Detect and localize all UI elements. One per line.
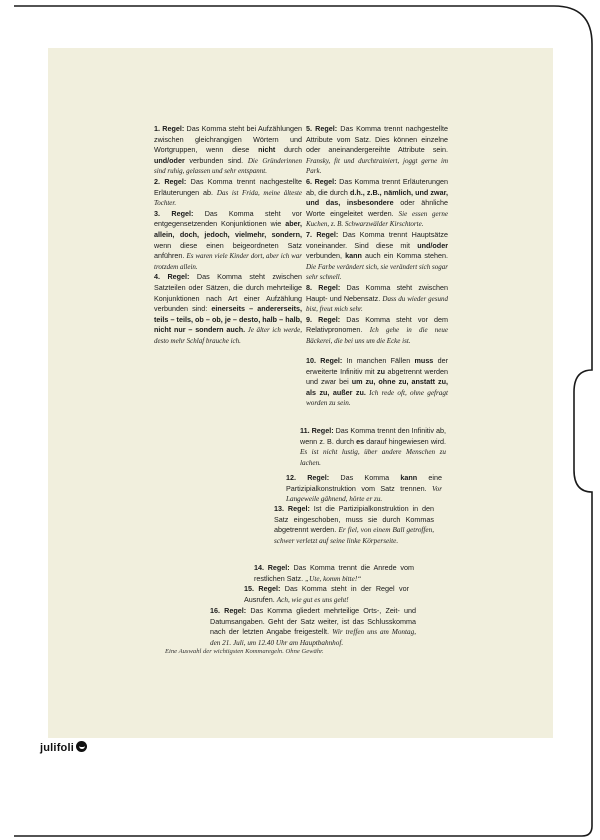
rule-1: 1. Regel: Das Komma steht bei Aufzählungen zwischen gleichrangigen Wörtern und Wortgruppen, wenn diese nicht durch und/oder verbunden sind. Die Gründerinnen sind ruhig, gelassen und sehr entspannt.: [154, 124, 302, 176]
footnote: Eine Auswahl der wichtigsten Kommaregeln. Ohne Gewähr.: [165, 648, 324, 655]
rule-9: 9. Regel: Das Komma steht vor dem Relativpronomen. Ich gehe in die neue Bäckerei, die bei uns um die Ecke ist.: [306, 314, 448, 345]
rule-16: 16. Regel: Das Komma gliedert mehrteilige Orts-, Zeit- und Datumsangaben. Geht der Satz weiter, ist das Schlusskomma nach der letzten Angabe freigestellt. Wir treffen uns am Montag, den 21. Juli, um 12.40 Uhr am Hauptbahnhof.: [210, 606, 416, 647]
brand-mark-icon: [76, 741, 87, 752]
rule-3: 3. Regel: Das Komma steht vor entgegensetzenden Konjunktionen wie aber, allein, doch, jedoch, vielmehr, sondern, wenn diese einen beigeordneten Satz anführen. Es waren viele Kinder dort, aber ich war trotzdem allein.: [154, 208, 302, 271]
left-column: [154, 124, 302, 346]
right-column: [306, 124, 448, 346]
rule-7: 7. Regel: Das Komma trennt Hauptsätze voneinander. Sind diese mit und/oder verbunden, kann auch ein Komma stehen. Die Farbe verändert sich, sie verändert sich sogar sehr schnell.: [306, 229, 448, 282]
rule-14: 14. Regel: Das Komma trennt die Anrede vom restlichen Satz. „Ute, komm bitte!“: [254, 563, 414, 583]
rule-8: 8. Regel: Das Komma steht zwischen Haupt- und Nebensatz. Dass du wieder gesund bist, freut mich sehr.: [306, 282, 448, 314]
rule-10: 10. Regel: In manchen Fällen muss der erweiterte Infinitiv mit zu abgetrennt werden und zwar bei um zu, ohne zu, anstatt zu, als zu, außer zu. Ich rede oft, ohne gefragt worden zu sein.: [306, 356, 449, 408]
rule-4: 4. Regel: Das Komma steht zwischen Satzteilen oder Sätzen, die durch mehrteilige Konjunktionen nach Art einer Aufzählung verbunden sind: einerseits – andererseits, teils – teils, ob – ob, je – desto, halb – halb, nicht nur – sondern auch. Je älter ich werde, desto mehr Schlaf brauche ich.: [154, 272, 302, 345]
rule-15: 15. Regel: Das Komma steht in der Regel vor Ausrufen. Ach, wie gut es uns geht!: [244, 584, 409, 604]
rule-12: 12. Regel: Das Komma kann eine Partizipialkonstruktion vom Satz trennen. Vor Langeweile gähnend, hörte er zu.: [286, 473, 442, 504]
rule-13: 13. Regel: Ist die Partizipialkonstruktion in den Satz eingeschoben, muss sie durch Kommas abgetrennt werden. Er fiel, von einem Ball getroffen, schwer verletzt auf seine linke Körperseite.: [274, 504, 434, 545]
rule-11: 11. Regel: Das Komma trennt den Infinitiv ab, wenn z. B. durch es darauf hingewiesen wird. Es ist nicht lustig, über andere Menschen zu lachen.: [300, 426, 447, 467]
brand-logo: julifoli: [40, 741, 87, 754]
rule-2: 2. Regel: Das Komma trennt nachgestellte Erläuterungen ab. Das ist Frida, meine älteste Tochter.: [154, 176, 303, 208]
rule-5: 5. Regel: Das Komma trennt nachgestellte Attribute vom Satz. Dies können einzelne oder aneinandergereihte Attribute sein. Fransky, fit und durchtrainiert, joggt gerne im Park.: [306, 124, 448, 176]
rule-6: 6. Regel: Das Komma trennt Erläuterungen ab, die durch d.h., z.B., nämlich, und zwar, und das, insbesondere oder ähnliche Worte eingeleitet werden. Sie essen gerne Kuchen, z. B. Schwarzwälder Kirschtorte.: [306, 176, 448, 229]
